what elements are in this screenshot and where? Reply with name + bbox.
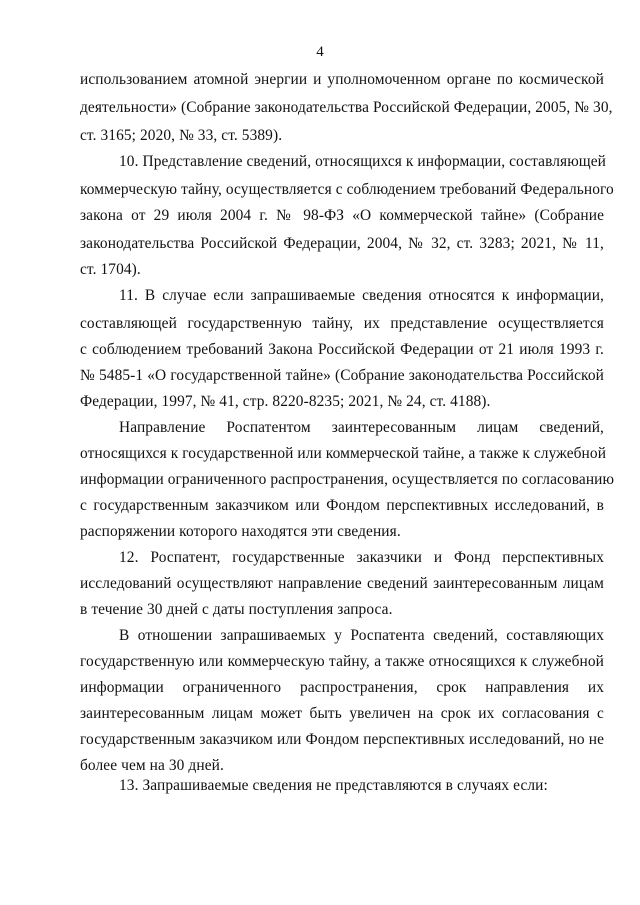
text-line: информации ограниченного распространения, осуществляется по согласованию bbox=[80, 471, 615, 488]
text-line: исследований осуществляют направление сведений заинтересованным лицам bbox=[80, 575, 604, 592]
text-line: № 5485-1 «О государственной тайне» (Собрание законодательства Российской bbox=[80, 367, 604, 384]
text-line: ст. 3165; 2020, № 33, ст. 5389). bbox=[80, 127, 283, 144]
text-line: государственную или коммерческую тайну, а также относящихся к служебной bbox=[80, 653, 604, 670]
text-line: Федерации, 1997, № 41, стр. 8220-8235; 2021, № 24, ст. 4188). bbox=[80, 393, 491, 410]
text-line: 10. Представление сведений, относящихся к информации, составляющей bbox=[119, 153, 607, 170]
text-line: с государственным заказчиком или Фондом перспективных исследований, в bbox=[80, 497, 604, 514]
text-line: 13. Запрашиваемые сведения не представляются в случаях если: bbox=[119, 777, 548, 794]
page-number: 4 bbox=[316, 44, 324, 60]
text-line: информации ограниченного распространения, срок направления их bbox=[80, 679, 604, 696]
text-line: коммерческую тайну, осуществляется с соблюдением требований Федерального bbox=[80, 181, 614, 198]
text-line: заинтересованным лицам может быть увеличен на срок их согласования с bbox=[80, 705, 604, 722]
text-line: государственным заказчиком или Фондом перспективных исследований, но не bbox=[80, 731, 604, 748]
text-line: Направление Роспатентом заинтересованным лицам сведений, bbox=[119, 419, 604, 436]
text-line: законодательства Российской Федерации, 2004, № 32, ст. 3283; 2021, № 11, bbox=[80, 235, 604, 252]
text-line: 11. В случае если запрашиваемые сведения относятся к информации, bbox=[119, 287, 604, 304]
text-line: с соблюдением требований Закона Российской Федерации от 21 июля 1993 г. bbox=[80, 341, 604, 358]
text-line: закона от 29 июля 2004 г. № 98-ФЗ «О коммерческой тайне» (Собрание bbox=[80, 207, 604, 224]
text-line: ст. 1704). bbox=[80, 261, 141, 278]
text-line: распоряжении которого находятся эти сведения. bbox=[80, 523, 401, 540]
text-line: В отношении запрашиваемых у Роспатента сведений, составляющих bbox=[119, 627, 604, 644]
text-line: деятельности» (Собрание законодательства Российской Федерации, 2005, № 30, bbox=[80, 99, 613, 116]
text-line: относящихся к государственной или коммерческой тайне, а также к служебной bbox=[80, 445, 607, 462]
text-line: более чем на 30 дней. bbox=[80, 757, 224, 774]
text-line: в течение 30 дней с даты поступления запроса. bbox=[80, 601, 393, 618]
text-line: составляющей государственную тайну, их представление осуществляется bbox=[80, 315, 604, 332]
text-line: использованием атомной энергии и уполномоченном органе по космической bbox=[80, 71, 604, 88]
text-line: 12. Роспатент, государственные заказчики и Фонд перспективных bbox=[119, 549, 604, 566]
